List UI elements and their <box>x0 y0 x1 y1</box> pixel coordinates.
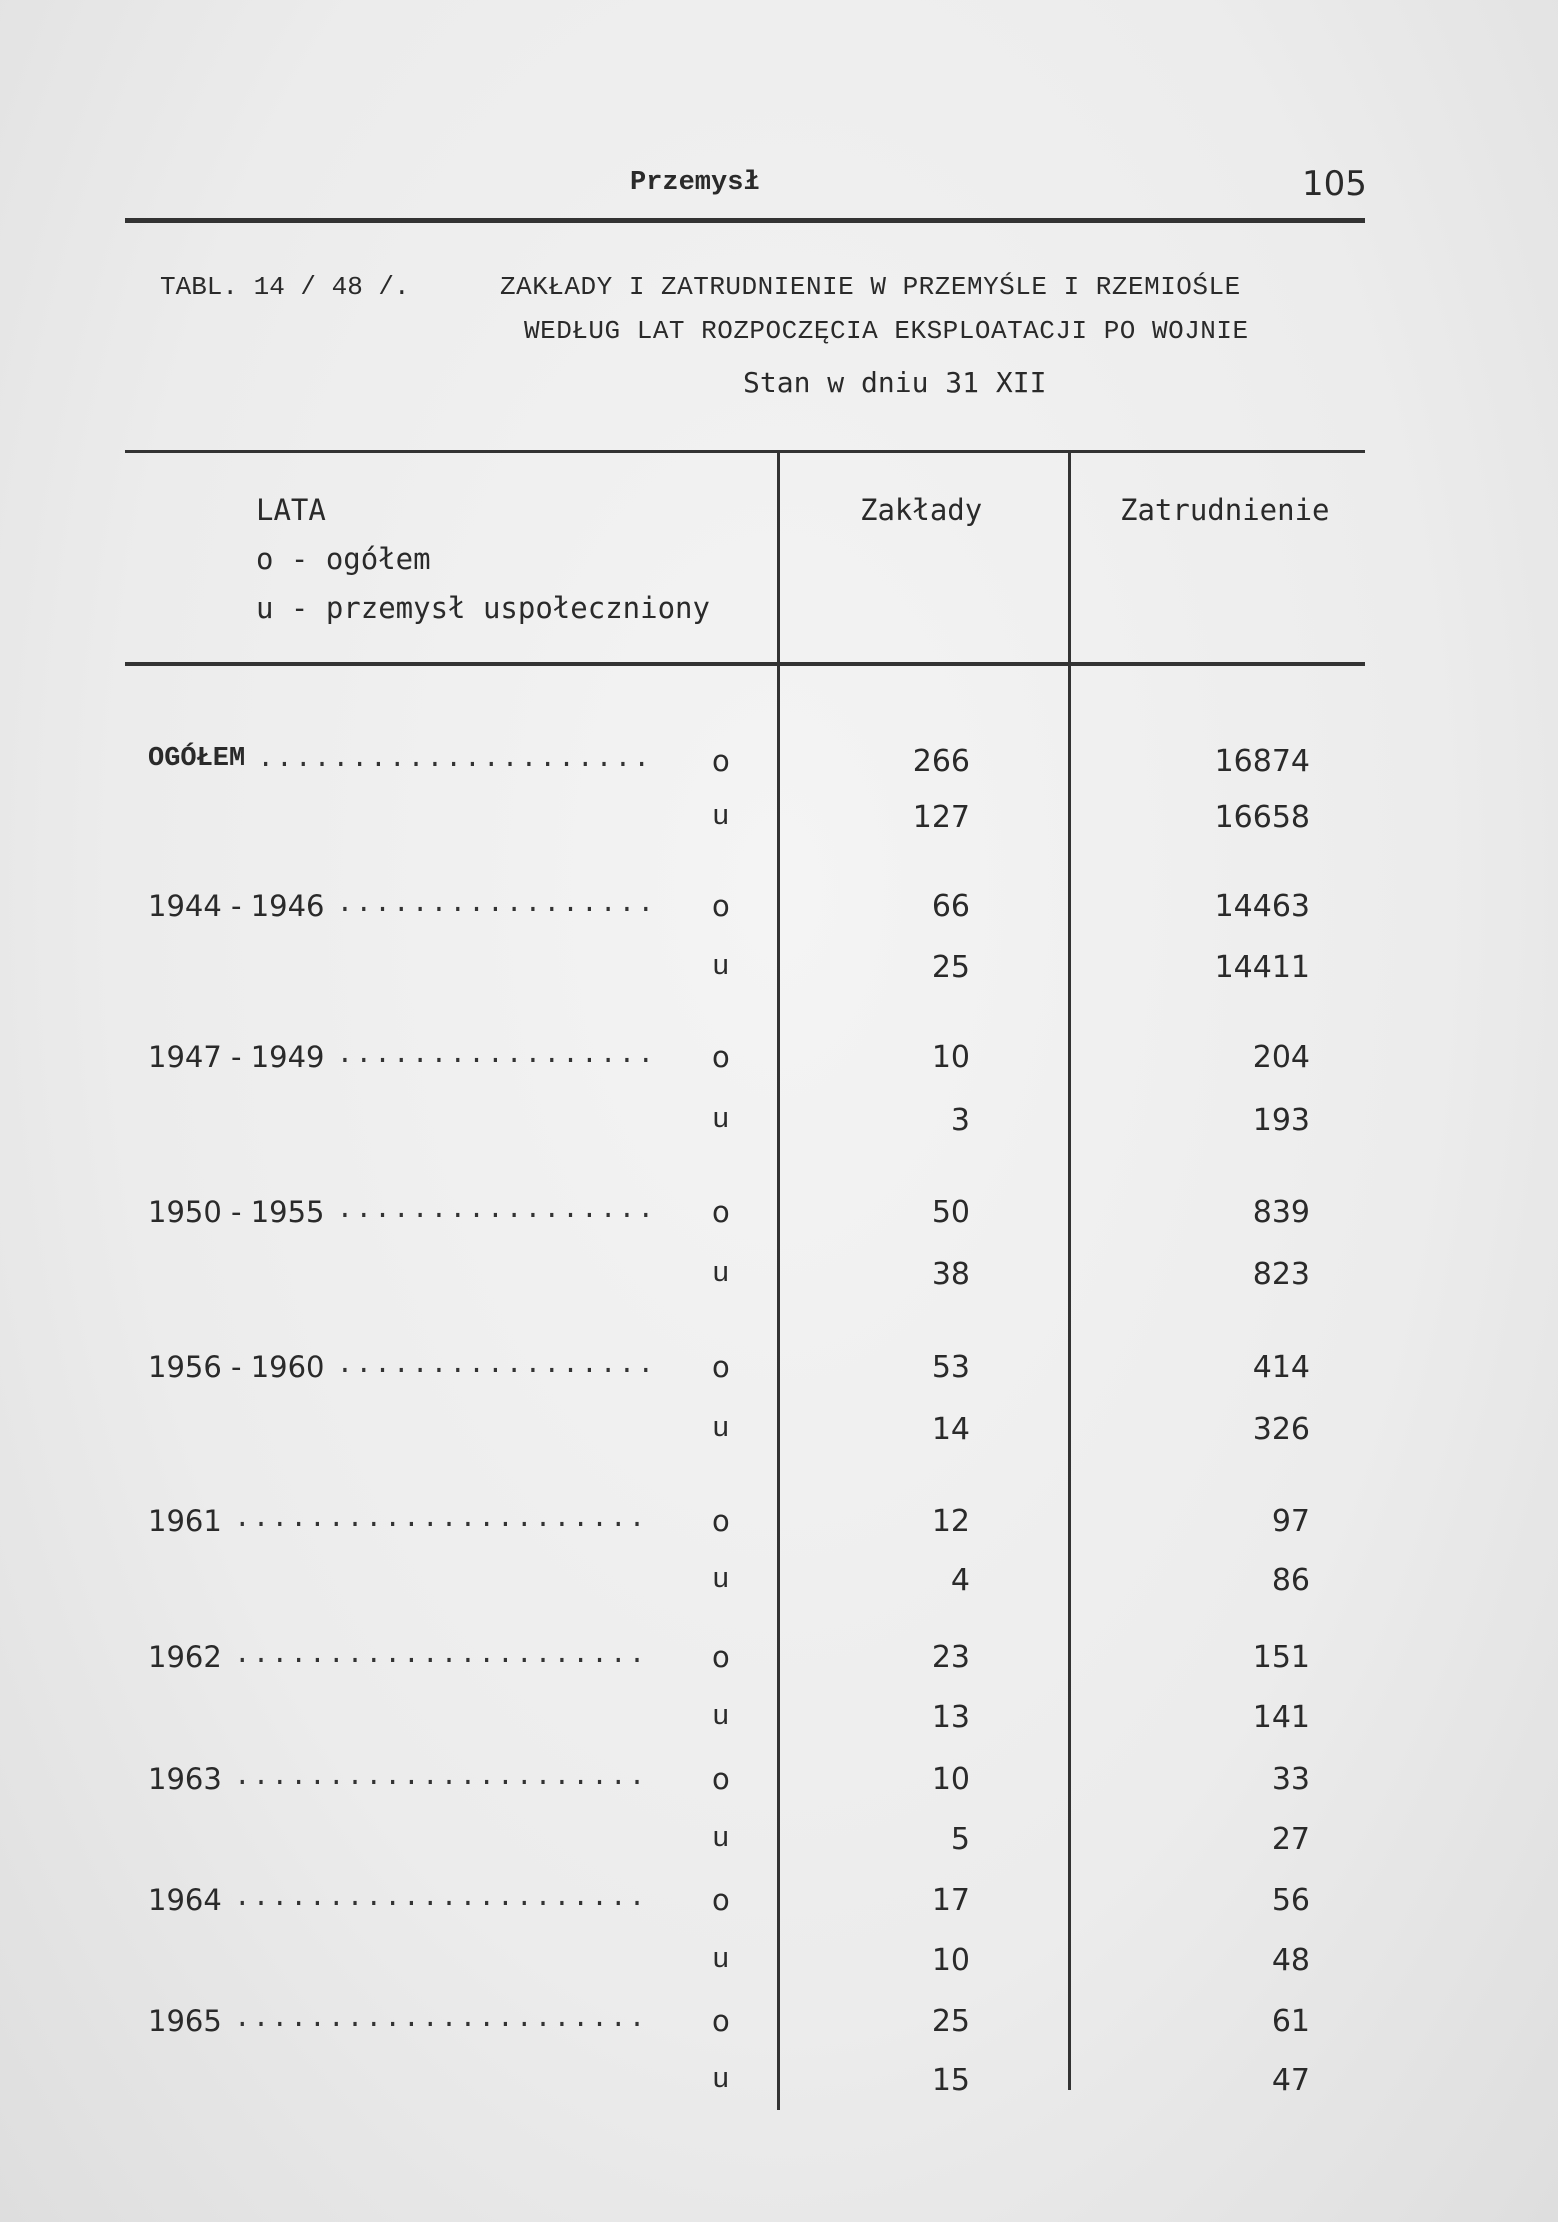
row-kind: u <box>712 1563 730 1596</box>
cell-employment: 16658 <box>1214 800 1310 835</box>
cell-employment: 839 <box>1252 1195 1310 1230</box>
table-row <box>0 1103 1558 1143</box>
cell-establishments: 53 <box>931 1350 970 1385</box>
cell-employment: 151 <box>1252 1640 1310 1675</box>
row-label: 1947 - 1949 <box>148 1040 325 1074</box>
table-row <box>0 1257 1558 1297</box>
table-row <box>0 1762 1558 1802</box>
cell-employment: 414 <box>1252 1350 1310 1385</box>
row-kind: o <box>712 1640 730 1674</box>
row-kind: u <box>712 1103 730 1136</box>
row-kind: o <box>712 2004 730 2038</box>
row-label: 1963 <box>148 1762 222 1796</box>
cell-establishments: 10 <box>931 1943 970 1978</box>
table-row <box>0 2063 1558 2103</box>
cell-establishments: 127 <box>912 800 970 835</box>
cell-establishments: 266 <box>912 744 970 779</box>
cell-employment: 27 <box>1271 1822 1310 1857</box>
table-row <box>0 1350 1558 1390</box>
row-kind: u <box>712 1943 730 1976</box>
cell-establishments: 15 <box>931 2063 970 2098</box>
row-kind: o <box>712 1040 730 1074</box>
row-label: 1964 <box>148 1883 222 1917</box>
cell-employment: 56 <box>1271 1883 1310 1918</box>
table-number: TABL. 14 / 48 /. <box>160 272 410 302</box>
row-kind: o <box>712 889 730 923</box>
row-kind: u <box>712 950 730 983</box>
dot-leader: ...................... <box>233 2004 648 2035</box>
row-kind: u <box>712 1700 730 1733</box>
row-label: 1961 <box>148 1504 222 1538</box>
cell-employment: 823 <box>1252 1257 1310 1292</box>
cell-employment: 14463 <box>1214 889 1310 924</box>
header-legend-o: o - ogółem <box>256 542 431 576</box>
cell-employment: 141 <box>1252 1700 1310 1735</box>
cell-employment: 326 <box>1252 1412 1310 1447</box>
row-kind: u <box>712 1412 730 1445</box>
header-employment: Zatrudnienie <box>1120 493 1330 527</box>
dot-leader: ...................... <box>233 1762 648 1793</box>
table-row <box>0 800 1558 840</box>
cell-establishments: 25 <box>931 950 970 985</box>
cell-establishments: 23 <box>931 1640 970 1675</box>
row-label: 1965 <box>148 2004 222 2038</box>
row-kind: u <box>712 1822 730 1855</box>
table-title-line-1: ZAKŁADY I ZATRUDNIENIE W PRZEMYŚLE I RZEMIOŚLE <box>500 272 1241 302</box>
row-label: 1944 - 1946 <box>148 889 325 923</box>
dot-leader: ...................... <box>233 1883 648 1914</box>
cell-establishments: 5 <box>950 1822 970 1857</box>
dot-leader: ................. <box>336 889 657 920</box>
row-kind: o <box>712 1762 730 1796</box>
page-number: 105 <box>1302 164 1367 204</box>
row-label: OGÓŁEM <box>148 744 246 774</box>
table-row <box>0 950 1558 990</box>
row-label: 1950 - 1955 <box>148 1195 325 1229</box>
header-years: LATA <box>256 493 326 527</box>
row-kind: u <box>712 800 730 833</box>
cell-employment: 86 <box>1271 1563 1310 1598</box>
row-label: 1962 <box>148 1640 222 1674</box>
cell-establishments: 25 <box>931 2004 970 2039</box>
row-kind: o <box>712 1350 730 1384</box>
row-label: 1956 - 1960 <box>148 1350 325 1384</box>
dot-leader: ..................... <box>257 744 653 775</box>
row-kind: u <box>712 1257 730 1290</box>
cell-establishments: 3 <box>950 1103 970 1138</box>
table-row <box>0 1700 1558 1740</box>
dot-leader: ...................... <box>233 1504 648 1535</box>
cell-employment: 33 <box>1271 1762 1310 1797</box>
table-row <box>0 1822 1558 1862</box>
cell-establishments: 17 <box>931 1883 970 1918</box>
cell-employment: 14411 <box>1214 950 1310 985</box>
dot-leader: ................. <box>336 1040 657 1071</box>
table-row <box>0 1640 1558 1680</box>
cell-establishments: 12 <box>931 1504 970 1539</box>
cell-establishments: 10 <box>931 1762 970 1797</box>
cell-employment: 97 <box>1271 1504 1310 1539</box>
row-kind: o <box>712 1195 730 1229</box>
cell-establishments: 38 <box>931 1257 970 1292</box>
row-kind: u <box>712 2063 730 2096</box>
dot-leader: ................. <box>336 1350 657 1381</box>
table-row <box>0 1040 1558 1080</box>
cell-establishments: 4 <box>950 1563 970 1598</box>
table-title-line-2: WEDŁUG LAT ROZPOCZĘCIA EKSPLOATACJI PO WOJNIE <box>524 316 1249 346</box>
running-title: Przemysł <box>630 168 760 198</box>
table-row <box>0 1563 1558 1603</box>
cell-employment: 47 <box>1271 2063 1310 2098</box>
cell-employment: 48 <box>1271 1943 1310 1978</box>
table-row <box>0 1195 1558 1235</box>
dot-leader: ................. <box>336 1195 657 1226</box>
cell-establishments: 10 <box>931 1040 970 1075</box>
cell-establishments: 66 <box>931 889 970 924</box>
table-row <box>0 1504 1558 1544</box>
cell-establishments: 14 <box>931 1412 970 1447</box>
header-legend-u: u - przemysł uspołeczniony <box>256 591 710 625</box>
table-row <box>0 744 1558 784</box>
cell-employment: 193 <box>1252 1103 1310 1138</box>
table-row <box>0 889 1558 929</box>
cell-employment: 61 <box>1271 2004 1310 2039</box>
cell-establishments: 50 <box>931 1195 970 1230</box>
row-kind: o <box>712 1883 730 1917</box>
row-kind: o <box>712 1504 730 1538</box>
table-row <box>0 1412 1558 1452</box>
dot-leader: ...................... <box>233 1640 648 1671</box>
cell-employment: 16874 <box>1214 744 1310 779</box>
table-subtitle: Stan w dniu 31 XII <box>743 366 1047 399</box>
cell-establishments: 13 <box>931 1700 970 1735</box>
cell-employment: 204 <box>1252 1040 1310 1075</box>
table-row <box>0 1883 1558 1923</box>
table-row <box>0 2004 1558 2044</box>
row-kind: o <box>712 744 730 778</box>
table-row <box>0 1943 1558 1983</box>
header-establishments: Zakłady <box>860 493 983 527</box>
